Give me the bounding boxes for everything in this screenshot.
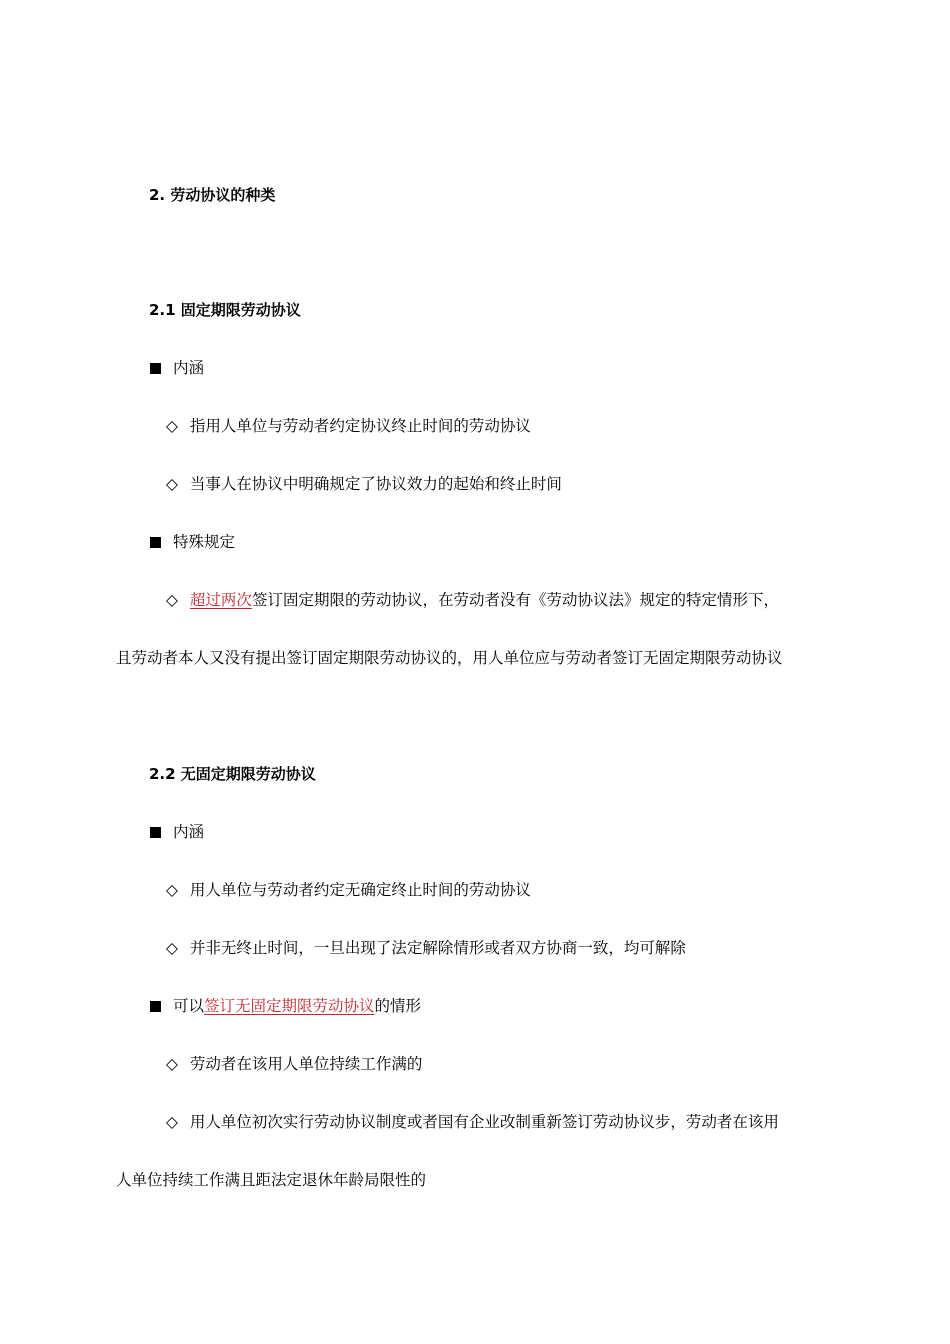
square-bullet-icon: [150, 537, 161, 548]
paragraph-continuation: 且劳动者本人又没有提出签订固定期限劳动协议的，用人单位应与劳动者签订无固定期限劳动协议: [116, 649, 783, 667]
sub-bullet-item: ◇ 劳动者在该用人单位持续工作满的: [166, 1055, 423, 1073]
bullet-item: 内涵: [150, 822, 204, 842]
bullet-item: 可以签订无固定期限劳动协议的情形: [150, 996, 421, 1016]
diamond-bullet-icon: ◇: [166, 881, 178, 899]
marked-text: 签订无固定期限劳动协议: [204, 997, 375, 1015]
diamond-bullet-icon: ◇: [166, 417, 178, 435]
section-title: 2. 劳动协议的种类: [149, 186, 276, 204]
diamond-bullet-icon: ◇: [166, 939, 178, 957]
subsection-title-2-1: 2.1 固定期限劳动协议: [149, 301, 301, 319]
subsection-title-2-2: 2.2 无固定期限劳动协议: [149, 765, 316, 783]
sub-bullet-item: ◇ 当事人在协议中明确规定了协议效力的起始和终止时间: [166, 475, 562, 493]
diamond-bullet-icon: ◇: [166, 1113, 178, 1131]
square-bullet-icon: [150, 827, 161, 838]
sub-bullet-item: ◇ 指用人单位与劳动者约定协议终止时间的劳动协议: [166, 417, 531, 435]
sub-bullet-item: ◇ 超过两次签订固定期限的劳动协议，在劳动者没有《劳动协议法》规定的特定情形下，: [166, 591, 779, 609]
sub-bullet-item: ◇ 用人单位与劳动者约定无确定终止时间的劳动协议: [166, 881, 531, 899]
square-bullet-icon: [150, 363, 161, 374]
sub-bullet-item: ◇ 并非无终止时间，一旦出现了法定解除情形或者双方协商一致，均可解除: [166, 939, 686, 957]
bullet-item: 内涵: [150, 358, 204, 378]
diamond-bullet-icon: ◇: [166, 1055, 178, 1073]
diamond-bullet-icon: ◇: [166, 475, 178, 493]
bullet-item: 特殊规定: [150, 532, 235, 552]
diamond-bullet-icon: ◇: [166, 591, 178, 609]
square-bullet-icon: [150, 1001, 161, 1012]
marked-text: 超过两次: [189, 591, 252, 609]
sub-bullet-item: ◇ 用人单位初次实行劳动协议制度或者国有企业改制重新签订劳动协议步，劳动者在该用: [166, 1113, 779, 1131]
paragraph-continuation: 人单位持续工作满且距法定退休年龄局限性的: [116, 1171, 427, 1189]
